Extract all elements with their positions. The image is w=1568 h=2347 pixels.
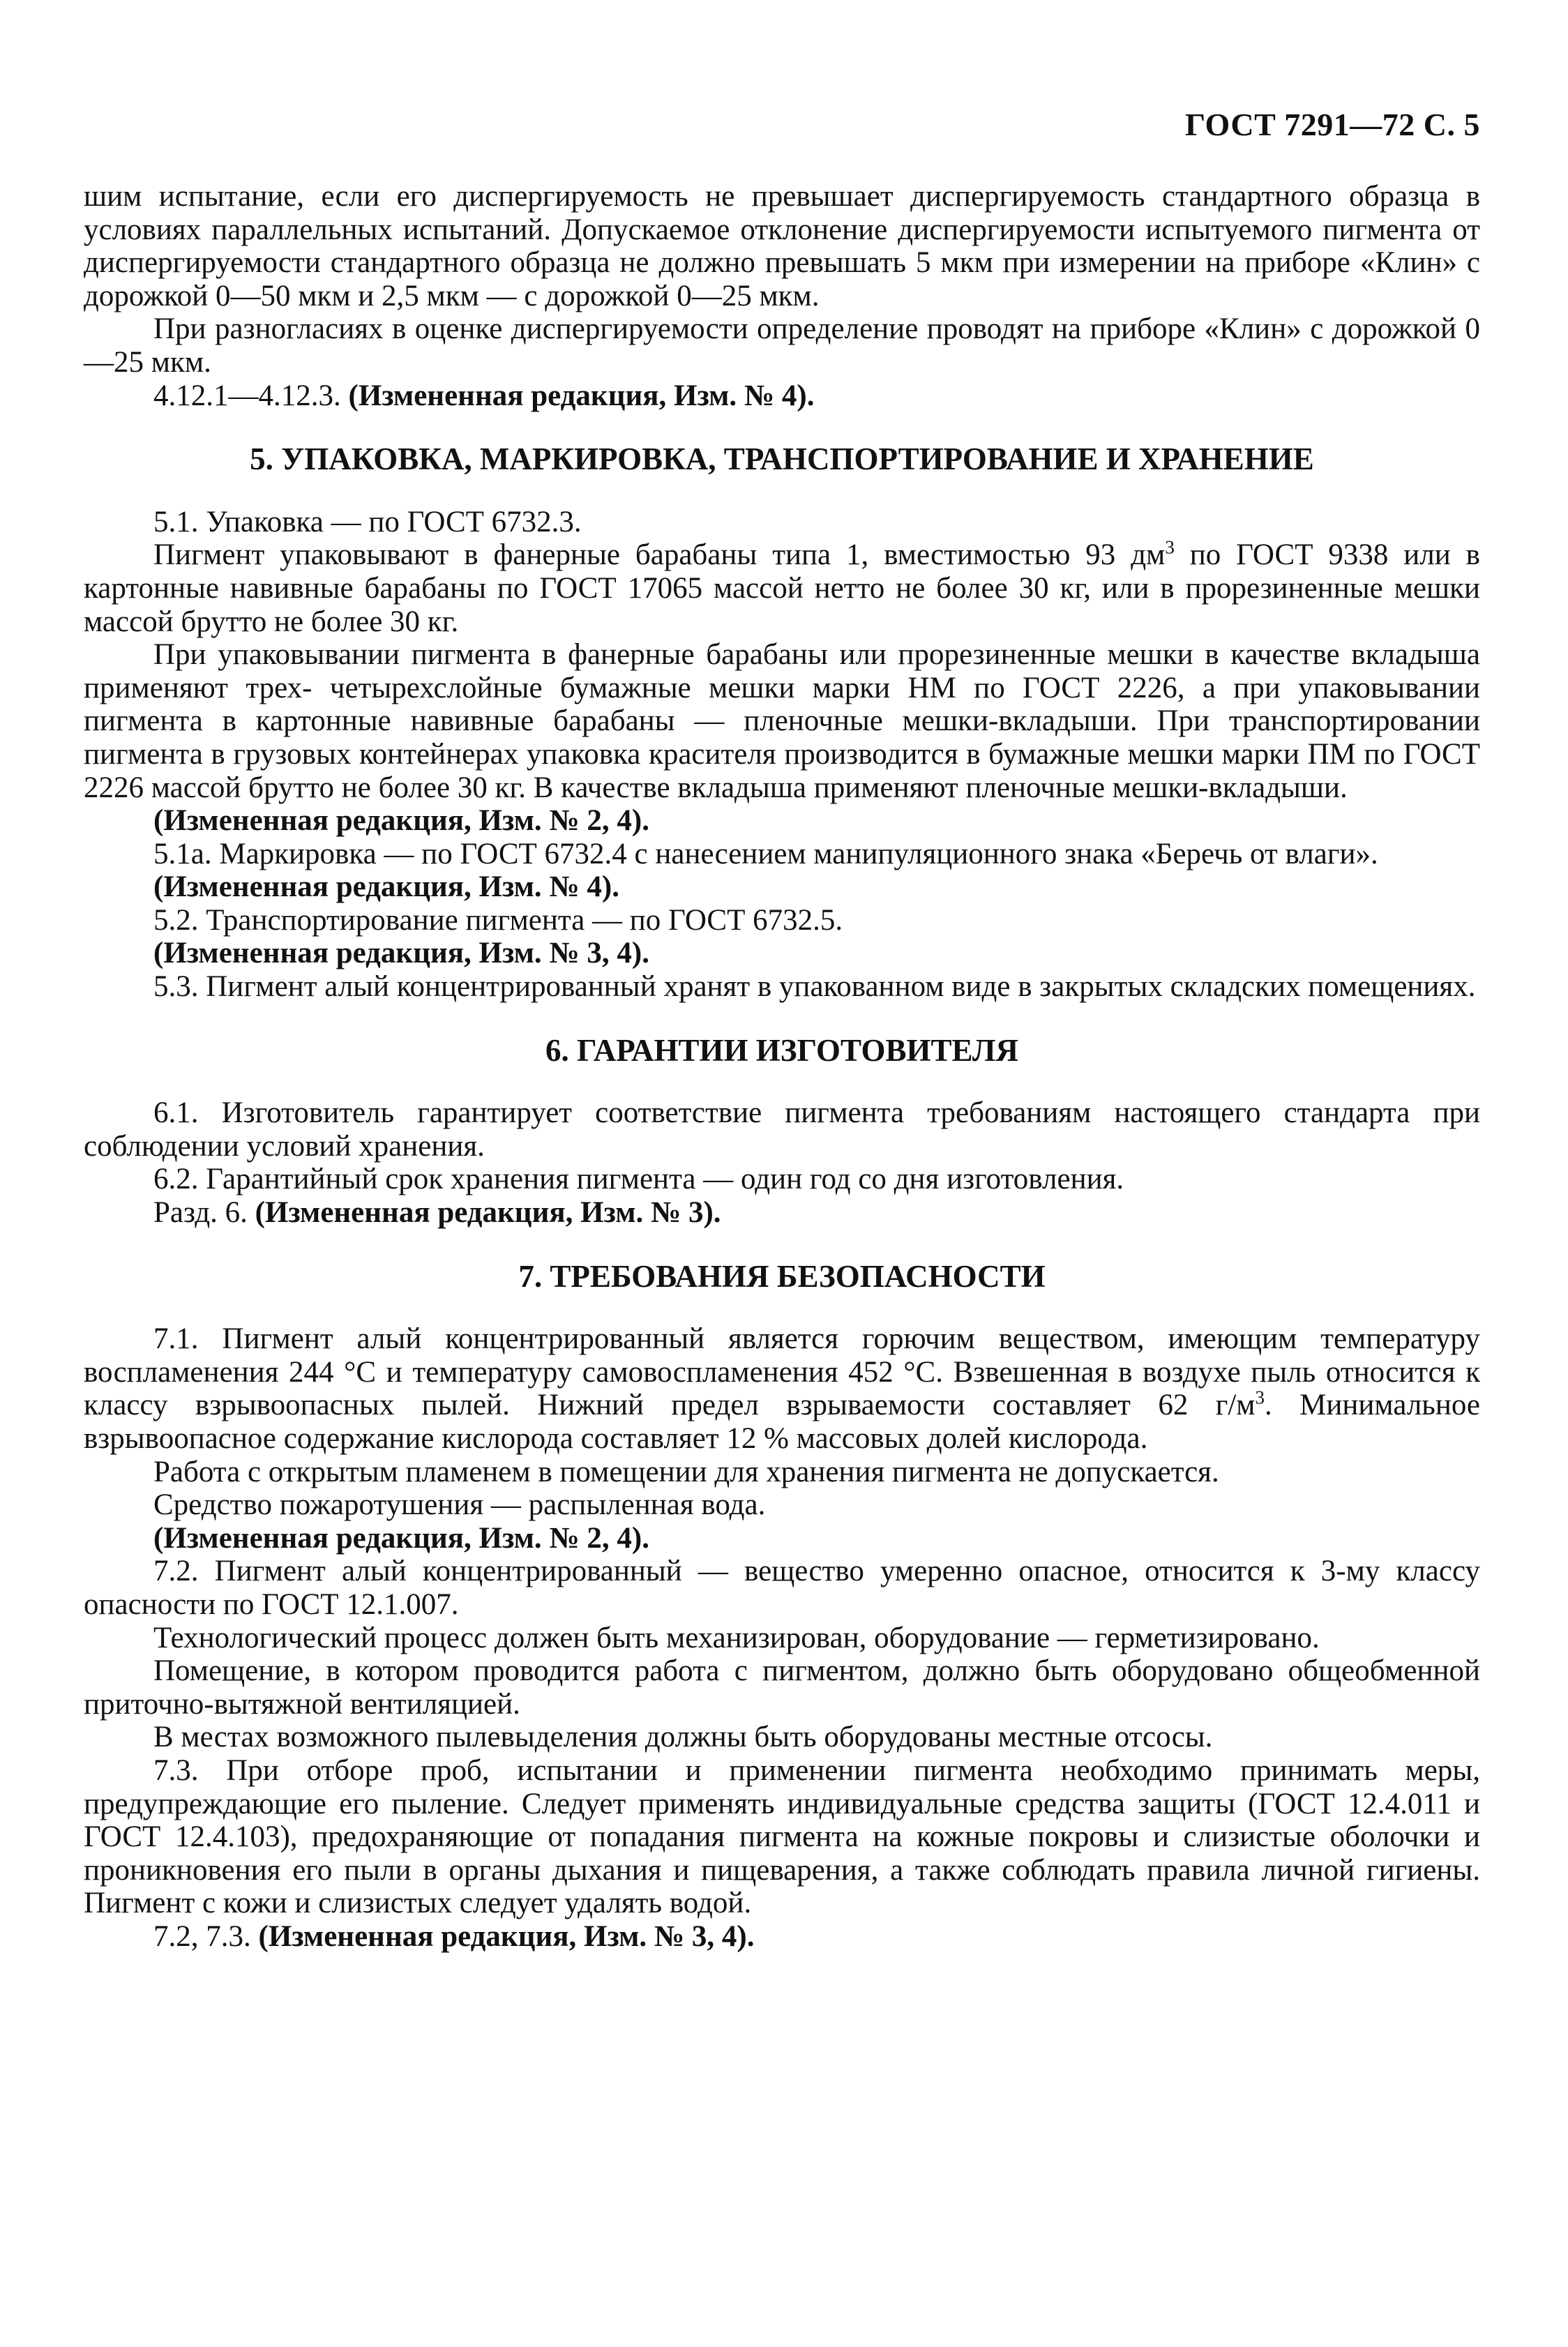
paragraph <box>84 804 1480 838</box>
section-heading-text: 5. УПАКОВКА, МАРКИРОВКА, ТРАНСПОРТИРОВАНИЕ И ХРАНЕНИЕ <box>250 442 1314 477</box>
paragraph-text: Разд. 6. <box>153 1196 255 1230</box>
paragraph-text: 7.2, 7.3. <box>153 1919 259 1953</box>
paragraph <box>84 1488 1480 1522</box>
paragraph <box>84 379 1480 413</box>
paragraph-text: Работа с открытым пламенем в помещении для хранения пигмента не допускается. <box>153 1455 1219 1488</box>
paragraph <box>84 1754 1480 1920</box>
paragraph <box>84 970 1480 1004</box>
paragraph <box>84 180 1480 312</box>
paragraph-text-continued: . Минимальное взрывоопасное содержание кислорода составляет 12 % массовых долей кислорода. <box>84 1389 1481 1455</box>
paragraph <box>84 1096 1480 1163</box>
paragraph-text: 7.2. Пигмент алый концентрированный — вещество умеренно опасное, относится к 3-му классу опасности по ГОСТ 12.1.007. <box>84 1555 1480 1621</box>
paragraph-text: Помещение, в котором проводится работа с пигментом, должно быть оборудовано общеобменной приточно-вытяжной вентиляцией. <box>84 1654 1480 1721</box>
paragraph <box>84 312 1480 379</box>
amendment-note: (Измененная редакция, Изм. № 3, 4). <box>153 937 649 970</box>
paragraph-text: 7.3. При отборе проб, испытании и применении пигмента необходимо принимать меры, предупреждающие его пыление. Следует применять индивидуальные средства защиты (ГОСТ 12.4.011 и ГОСТ 12.4.103), предохраняющие от попадания пигмента на кожные покровы и слизистые оболочки и проникновения его пыли в органы дыхания и пищеварения, а также соблюдать правила личной гигиены. Пигмент с кожи и слизистых следует удалять водой. <box>84 1753 1480 1920</box>
section-heading-text: 6. ГАРАНТИИ ИЗГОТОВИТЕЛЯ <box>545 1032 1018 1068</box>
page-header: ГОСТ 7291—72 С. 5 <box>1184 107 1480 142</box>
paragraph <box>84 538 1480 638</box>
paragraph-text-continued: по ГОСТ 9338 или в картонные навивные барабаны по ГОСТ 17065 массой нетто не более 30 кг, или в прорезиненные мешки массой брутто не более 30 кг. <box>84 538 1480 638</box>
paragraph <box>84 506 1480 539</box>
paragraph-text: 6.2. Гарантийный срок хранения пигмента — один год со дня изготовления. <box>153 1163 1124 1196</box>
amendment-note: (Измененная редакция, Изм. № 4). <box>153 870 619 904</box>
amendment-note: (Измененная редакция, Изм. № 3). <box>255 1196 721 1230</box>
paragraph <box>84 1654 1480 1721</box>
paragraph-text: Средство пожаротушения — распыленная вода. <box>153 1488 766 1522</box>
paragraph <box>84 1721 1480 1754</box>
paragraph-text: шим испытание, если его диспергируемость не превышает диспергируемость стандартного образца в условиях параллельных испытаний. Допускаемое отклонение диспергируемости испытуемого пигмента от диспергируемости стандартного образца не должно превышать 5 мкм при измерении на приборе «Клин» с дорожкой 0—50 мкм и 2,5 мкм — с дорожкой 0—25 мкм. <box>84 180 1480 312</box>
amendment-note: (Измененная редакция, Изм. № 4). <box>348 379 815 412</box>
paragraph-text: 6.1. Изготовитель гарантирует соответствие пигмента требованиям настоящего стандарта при соблюдении условий хранения. <box>84 1096 1480 1163</box>
amendment-note: (Измененная редакция, Изм. № 2, 4). <box>153 804 649 838</box>
paragraph <box>84 870 1480 904</box>
paragraph <box>84 1522 1480 1555</box>
paragraph-text: 5.1. Упаковка — по ГОСТ 6732.3. <box>153 505 582 538</box>
paragraph <box>84 1555 1480 1621</box>
paragraph-text: При упаковывании пигмента в фанерные барабаны или прорезиненные мешки в качестве вкладыша применяют трех- четырехслойные бумажные мешки марки НМ по ГОСТ 2226, а при упаковывании пигмента в картонные навивные барабаны — пленочные мешки-вкладыши. При транспортировании пигмента в грузовых контейнерах упаковка красителя производится в бумажные мешки марки ПМ по ГОСТ 2226 массой брутто не более 30 кг. В качестве вкладыша применяют пленочные мешки-вкладыши. <box>84 638 1480 804</box>
paragraph <box>84 1622 1480 1655</box>
paragraph <box>84 1196 1480 1230</box>
section-heading <box>84 1004 1480 1097</box>
paragraph <box>84 838 1480 871</box>
section-heading-text: 7. ТРЕБОВАНИЯ БЕЗОПАСНОСТИ <box>518 1258 1046 1294</box>
paragraph-text: При разногласиях в оценке диспергируемости определение проводят на приборе «Клин» с дорожкой 0—25 мкм. <box>84 312 1480 379</box>
section-heading <box>84 412 1480 506</box>
paragraph <box>84 1920 1480 1954</box>
section-heading <box>84 1230 1480 1323</box>
paragraph <box>84 1322 1480 1455</box>
paragraph <box>84 904 1480 937</box>
paragraph <box>84 1456 1480 1489</box>
paragraph-text: Пигмент упаковывают в фанерные барабаны типа 1, вместимостью 93 дм <box>153 538 1166 572</box>
paragraph-text: 4.12.1—4.12.3. <box>153 379 349 412</box>
paragraph-text: 5.2. Транспортирование пигмента — по ГОСТ 6732.5. <box>153 903 843 937</box>
document-body <box>84 180 1480 1954</box>
paragraph-text: 7.1. Пигмент алый концентрированный является горючим веществом, имеющим температуру воспламенения 244 °С и температуру самовоспламенения 452 °С. Взвешенная в воздухе пыль относится к классу взрывоопасных пылей. Нижний предел взрываемости составляет 62 г/м <box>84 1322 1480 1422</box>
paragraph <box>84 1163 1480 1196</box>
amendment-note: (Измененная редакция, Изм. № 2, 4). <box>153 1521 649 1555</box>
paragraph-text: 5.3. Пигмент алый концентрированный хранят в упакованном виде в закрытых складских помещениях. <box>153 970 1476 1004</box>
paragraph-text: 5.1а. Маркировка — по ГОСТ 6732.4 с нанесением манипуляционного знака «Беречь от влаги». <box>153 837 1378 870</box>
superscript: 3 <box>1165 537 1175 559</box>
paragraph <box>84 638 1480 804</box>
amendment-note: (Измененная редакция, Изм. № 3, 4). <box>258 1919 755 1953</box>
paragraph <box>84 937 1480 970</box>
superscript: 3 <box>1255 1387 1265 1409</box>
paragraph-text: Технологический процесс должен быть механизирован, оборудование — герметизировано. <box>153 1621 1320 1654</box>
paragraph-text: В местах возможного пылевыделения должны быть оборудованы местные отсосы. <box>153 1721 1213 1754</box>
